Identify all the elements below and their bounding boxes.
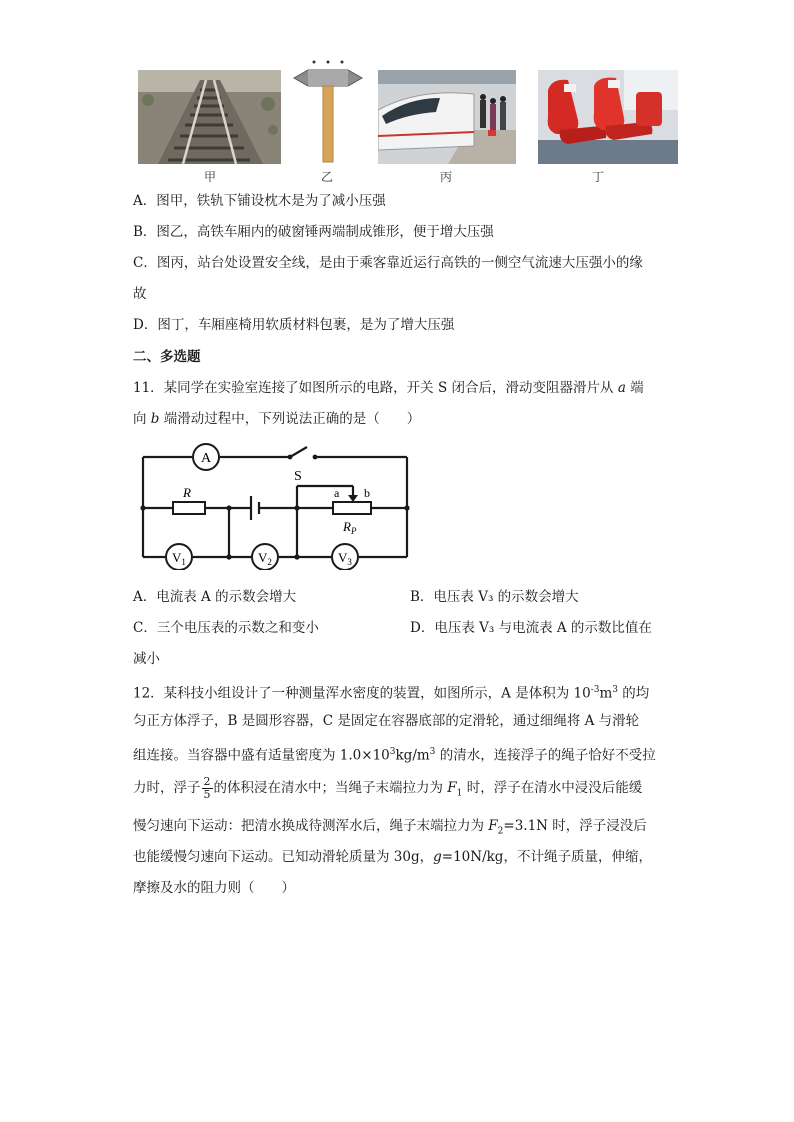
q12-text: 也能缓慢匀速向下运动。已知动滑轮质量为 30g， <box>133 849 434 865</box>
q12-text: 组连接。当容器中盛有适量密度为 1.0×10 <box>133 747 390 764</box>
emergency-hammer-image <box>292 58 364 164</box>
q12-text: =10N/kg，不计绳子质量，伸缩， <box>441 849 652 865</box>
q11-option-c: C．三个电压表的示数之和变小 <box>133 620 319 636</box>
q12-text: m <box>599 685 613 702</box>
q12-line4 <box>133 776 642 804</box>
caption-ding: 丁 <box>591 170 604 184</box>
q11-stem-line1 <box>133 378 644 398</box>
q11-stem-text: 11．某同学在实验室连接了如图所示的电路，开关 S 闭合后，滑动变阻器滑片从 <box>133 380 614 396</box>
v3-label: $V_3$ <box>338 550 352 567</box>
q11-option-b: B．电压表 V₃ 的示数会增大 <box>410 589 579 605</box>
q10-option-b: B．图乙，高铁车厢内的破窗锤两端制成锥形，便于增大压强 <box>133 224 494 240</box>
q10-option-c-line2: 故 <box>133 286 147 302</box>
q12-text: 的清水，连接浮子的绳子恰好不受拉 <box>435 747 656 764</box>
q12-sup: -3 <box>590 685 600 695</box>
q11-stem-line2 <box>133 409 420 429</box>
q12-text: 慢匀速向下运动：把清水换成待测浑水后，绳子末端拉力为 <box>133 818 489 834</box>
rheostat-end-b: b <box>364 486 370 500</box>
q12-text: 12．某科技小组设计了一种测量浑水密度的装置，如图所示，A 是体积为 10 <box>133 685 591 702</box>
q10-option-a: A．图甲，铁轨下铺设枕木是为了减小压强 <box>133 193 386 209</box>
q11-var-b: b <box>150 411 160 427</box>
q12-line3 <box>133 742 656 766</box>
v1-label: $V_1$ <box>172 550 186 567</box>
q12-text: 的体积浸在清水中；当绳子末端拉力为 <box>213 780 448 796</box>
q12-line6 <box>133 847 652 867</box>
caption-bing: 丙 <box>439 170 452 184</box>
q12-sup: 3 <box>429 747 436 757</box>
q12-sup: 3 <box>612 685 619 695</box>
q12-var-f1: F <box>447 780 457 796</box>
q10-option-c-line1: C．图丙，站台处设置安全线，是由于乘客靠近运行高铁的一侧空气流速大压强小的缘 <box>133 255 643 271</box>
railway-track-image <box>138 70 281 164</box>
rheostat-end-a: a <box>334 486 340 500</box>
q12-sub: 1 <box>456 788 463 799</box>
q12-line5 <box>133 816 647 842</box>
resistor-label: R <box>183 485 191 500</box>
v2-label: $V_2$ <box>258 550 272 567</box>
q12-text: 时，浮子在清水中浸没后能缓 <box>462 780 643 796</box>
q11-stem-text: 向 <box>133 411 147 427</box>
q12-line2: 匀正方体浮子，B 是圆形容器，C 是固定在容器底部的定滑轮，通过细绳将 A 与滑轮 <box>133 713 640 729</box>
q12-var-g: g <box>433 849 442 865</box>
q12-line7: 摩擦及水的阻力则（ ） <box>133 880 295 896</box>
q12-var-f2: F <box>488 818 498 834</box>
q12-sub: 2 <box>497 826 504 837</box>
caption-yi: 乙 <box>320 170 333 184</box>
q11-stem-text: 端滑动过程中，下列说法正确的是（ ） <box>163 411 421 427</box>
rheostat-label: $R_P$ <box>343 519 357 536</box>
caption-jia: 甲 <box>203 170 216 184</box>
q12-sup: 3 <box>389 747 396 757</box>
q11-option-a: A．电流表 A 的示数会增大 <box>133 589 297 605</box>
q11-option-d-line1: D．电压表 V₃ 与电流表 A 的示数比值在 <box>410 620 652 636</box>
circuit-diagram <box>135 440 415 570</box>
q11-var-a: a <box>617 380 626 396</box>
fraction-two-fifths <box>202 776 213 801</box>
fraction-numerator: 2 <box>203 775 211 788</box>
q12-line1 <box>133 680 649 704</box>
train-seats-image <box>538 70 678 164</box>
q12-text: 力时，浮子 <box>133 780 201 796</box>
q11-stem-text: 端 <box>630 380 644 396</box>
high-speed-train-image <box>378 70 516 164</box>
section-heading: 二、多选题 <box>133 349 201 365</box>
ammeter-label: A <box>201 451 212 466</box>
q10-option-d: D．图丁，车厢座椅用软质材料包裹，是为了增大压强 <box>133 317 455 333</box>
q12-text: =3.1N 时，浮子浸没后 <box>503 818 647 834</box>
fraction-denominator: 5 <box>203 788 211 801</box>
q12-text: 的均 <box>618 685 650 702</box>
q12-text: kg/m <box>395 747 430 764</box>
switch-label: S <box>294 469 302 484</box>
q11-option-d-line2: 减小 <box>133 651 160 667</box>
